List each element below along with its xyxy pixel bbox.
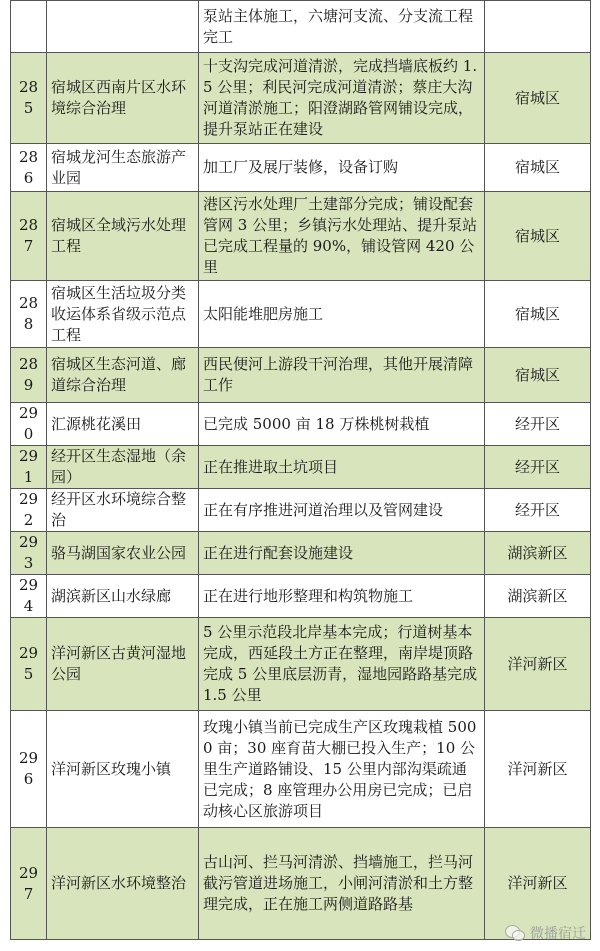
watermark bbox=[505, 923, 586, 943]
district-cell: 湖滨新区 bbox=[485, 575, 591, 618]
row-number-cell: 297 bbox=[11, 828, 47, 940]
table-row bbox=[11, 532, 591, 575]
progress-cell: 已完成 5000 亩 18 万株桃树栽植 bbox=[199, 403, 485, 446]
row-number-cell: 292 bbox=[11, 489, 47, 532]
project-name-cell bbox=[47, 1, 199, 53]
row-number-cell: 289 bbox=[11, 348, 47, 403]
project-name-cell: 宿城龙河生态旅游产业园 bbox=[47, 144, 199, 192]
project-name-cell: 宿城区生活垃圾分类收运体系省级示范点工程 bbox=[47, 281, 199, 348]
progress-cell: 5 公里示范段北岸基本完成；行道树基本完成，西延段土方正在整理，南岸堤顶路完成 5 公里底层沥青，湿地园路路基完成 1.5 公里 bbox=[199, 618, 485, 711]
table-row bbox=[11, 828, 591, 940]
district-cell: 宿城区 bbox=[485, 53, 591, 144]
table-row bbox=[11, 281, 591, 348]
progress-cell: 港区污水处理厂土建部分完成；铺设配套管网 3 公里；乡镇污水处理站、提升泵站已完成工程量的 90%，铺设管网 420 公里 bbox=[199, 192, 485, 281]
district-cell: 洋河新区 bbox=[485, 711, 591, 828]
table-row bbox=[11, 403, 591, 446]
district-cell: 洋河新区 bbox=[485, 828, 591, 940]
district-cell: 经开区 bbox=[485, 489, 591, 532]
project-progress-table bbox=[10, 0, 591, 940]
district-cell bbox=[485, 1, 591, 53]
progress-cell: 十支沟完成河道清淤，完成挡墙底板约 1.5 公里；利民河完成河道清淤；蔡庄大沟河道清淤施工；阳澄湖路管网铺设完成，提升泵站正在建设 bbox=[199, 53, 485, 144]
district-cell: 宿城区 bbox=[485, 281, 591, 348]
project-name-cell: 洋河新区水环境整治 bbox=[47, 828, 199, 940]
table-row bbox=[11, 575, 591, 618]
project-name-cell: 宿城区西南片区水环境综合治理 bbox=[47, 53, 199, 144]
project-name-cell: 骆马湖国家农业公园 bbox=[47, 532, 199, 575]
row-number-cell: 286 bbox=[11, 144, 47, 192]
row-number-cell: 293 bbox=[11, 532, 47, 575]
district-cell: 宿城区 bbox=[485, 348, 591, 403]
progress-cell: 泵站主体施工，六塘河支流、分支流工程完工 bbox=[199, 1, 485, 53]
watermark-text: 微播宿迁 bbox=[530, 926, 586, 942]
project-name-cell: 宿城区生态河道、廊道综合治理 bbox=[47, 348, 199, 403]
table-row bbox=[11, 489, 591, 532]
district-cell: 洋河新区 bbox=[485, 618, 591, 711]
table-body bbox=[11, 1, 591, 940]
progress-cell: 西民便河上游段干河治理，其他开展清障工作 bbox=[199, 348, 485, 403]
table-row bbox=[11, 618, 591, 711]
progress-cell: 加工厂及展厅装修，设备订购 bbox=[199, 144, 485, 192]
progress-cell: 太阳能堆肥房施工 bbox=[199, 281, 485, 348]
row-number-cell: 296 bbox=[11, 711, 47, 828]
row-number-cell: 290 bbox=[11, 403, 47, 446]
table-row bbox=[11, 53, 591, 144]
row-number-cell: 287 bbox=[11, 192, 47, 281]
progress-cell: 正在进行地形整理和构筑物施工 bbox=[199, 575, 485, 618]
district-cell: 湖滨新区 bbox=[485, 532, 591, 575]
project-name-cell: 湖滨新区山水绿廊 bbox=[47, 575, 199, 618]
row-number-cell: 291 bbox=[11, 446, 47, 489]
project-name-cell: 经开区生态湿地（余园） bbox=[47, 446, 199, 489]
project-name-cell: 汇源桃花溪田 bbox=[47, 403, 199, 446]
progress-cell: 玫瑰小镇当前已完成生产区玫瑰栽植 5000 亩；30 座育苗大棚已投入生产；10 公里生产道路铺设、15 公里内部沟渠疏通已完成；8 座管理办公用房已完成；已启动核心区旅游项目 bbox=[199, 711, 485, 828]
progress-cell: 古山河、拦马河清淤、挡墙施工，拦马河截污管道进场施工，小闸河清淤和土方整理完成，正在施工两侧道路路基 bbox=[199, 828, 485, 940]
project-name-cell: 经开区水环境综合整治 bbox=[47, 489, 199, 532]
district-cell: 宿城区 bbox=[485, 144, 591, 192]
table-row bbox=[11, 446, 591, 489]
table-row bbox=[11, 144, 591, 192]
district-cell: 宿城区 bbox=[485, 192, 591, 281]
table-row bbox=[11, 192, 591, 281]
row-number-cell: 285 bbox=[11, 53, 47, 144]
wechat-icon bbox=[505, 925, 525, 941]
district-cell: 经开区 bbox=[485, 403, 591, 446]
progress-cell: 正在推进取土坑项目 bbox=[199, 446, 485, 489]
project-name-cell: 洋河新区玫瑰小镇 bbox=[47, 711, 199, 828]
progress-cell: 正在有序推进河道治理以及管网建设 bbox=[199, 489, 485, 532]
table-row bbox=[11, 348, 591, 403]
row-number-cell: 294 bbox=[11, 575, 47, 618]
row-number-cell: 295 bbox=[11, 618, 47, 711]
table-row bbox=[11, 711, 591, 828]
project-name-cell: 洋河新区古黄河湿地公园 bbox=[47, 618, 199, 711]
district-cell: 经开区 bbox=[485, 446, 591, 489]
progress-cell: 正在进行配套设施建设 bbox=[199, 532, 485, 575]
row-number-cell bbox=[11, 1, 47, 53]
table-row bbox=[11, 1, 591, 53]
row-number-cell: 288 bbox=[11, 281, 47, 348]
project-name-cell: 宿城区全域污水处理工程 bbox=[47, 192, 199, 281]
